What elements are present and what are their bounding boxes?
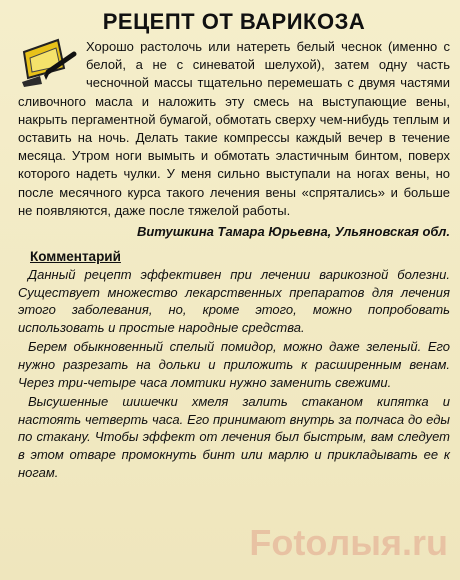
comment-paragraph: Данный рецепт эффективен при лечении варикозной болезни. Существует множество лекарственных препаратов для лечения этого заболевания, но, кроме этого, можно попробовать использовать и простые народные средства. bbox=[18, 267, 450, 335]
comment-section bbox=[18, 249, 450, 481]
page-title: РЕЦЕПТ ОТ ВАРИКОЗА bbox=[102, 9, 366, 34]
recipe-text: Хорошо растолочь или натереть белый чеснок (именно с белой, а не с синеватой шелухой), затем одну часть чесночной массы тщательно перемешать с двумя частями сливочного масла и наложить эту смесь на выступающие вены, накрыть пергаментной бумагой, обмотать сверху чем-нибудь теплым и оставить на ночь. Делать такие компрессы каждый вечер в течение месяца. Утром ноги вымыть и обмотать эластичным бинтом, поверх которого надеть чулки. У меня сильно выступали на ногах вены, но после месячного курса такого лечения вены «спрятались» и больше не появляются, даже после тяжелой работы. bbox=[18, 39, 450, 218]
pen-writing-icon bbox=[18, 38, 80, 88]
comment-paragraph: Высушенные шишечки хмеля залить стаканом кипятка и настоять четверть часа. Его принимают внутрь за полчаса до еды по стакану. Чтобы эффект от лечения был быстрым, вам следует в этом отваре промокнуть бинт или марлю и прикладывать ее к ногам. bbox=[18, 394, 450, 480]
watermark: Fotoлыя.ru bbox=[249, 522, 448, 563]
author-signature: Витушкина Тамара Юрьевна, Ульяновская обл. bbox=[136, 224, 450, 240]
comment-heading: Комментарий bbox=[30, 249, 121, 265]
comment-paragraph: Берем обыкновенный спелый помидор, можно даже зеленый. Его нужно разрезать на дольки и приложить к расширенным венам. Через три-четыре часа ломтики нужно заменить свежими. bbox=[18, 339, 450, 390]
